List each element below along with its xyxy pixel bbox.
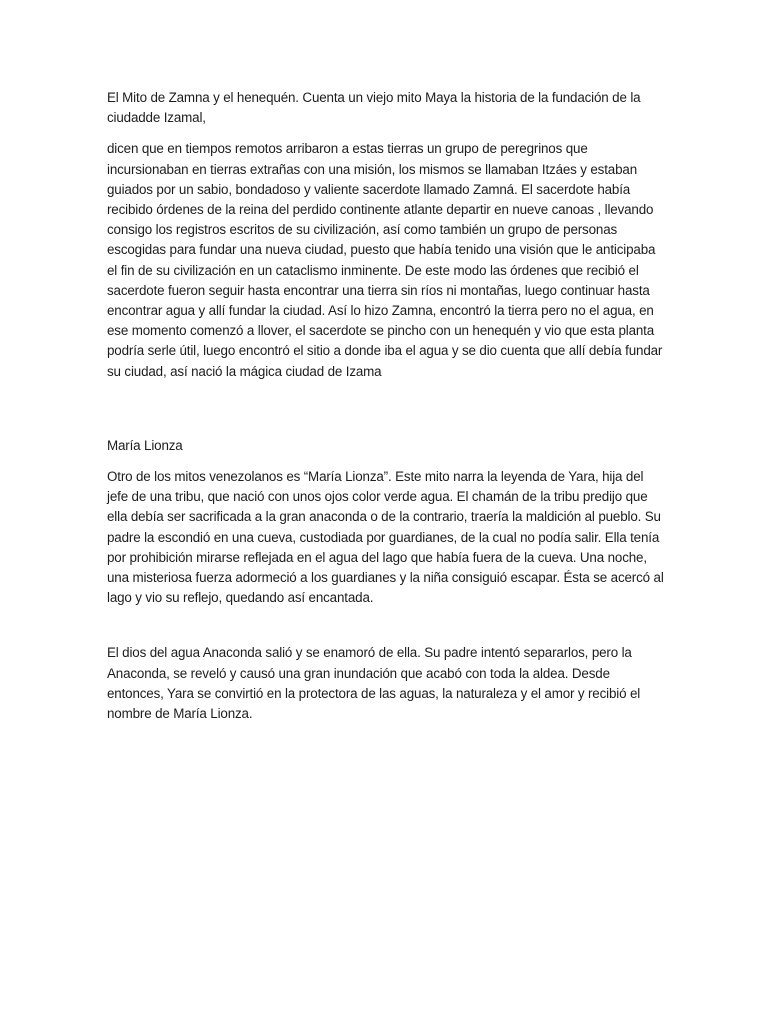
maria-lionza-paragraph-2: El dios del agua Anaconda salió y se enamoró de ella. Su padre intentó separarlos, pero la Anaconda, se reveló y causó una gran inundación que acabó con toda la aldea. Desde entonces, Yara se convirtió en la protectora de las aguas, la naturaleza y el amor y recibió el nombre de María Lionza. xyxy=(107,645,641,722)
maria-lionza-paragraph-1: Otro de los mitos venezolanos es “María Lionza”. Este mito narra la leyenda de Yara, hija del jefe de una tribu, que nació con unos ojos color verde agua. El chamán de la tribu predijo que ella debía ser sacrificada a la gran anaconda o de la contrario, traería la maldición al pueblo. Su padre la escondió en una cueva, custodiada por guardianes, de la cual no podía salir. Ella tenía por prohibición mirarse reflejada en el agua del lago que había fuera de la cueva. Una noche, una misteriosa fuerza adormeció a los guardianes y la niña consiguió escapar. Ésta se acercó al lago y vio su reflejo, quedando así encantada. xyxy=(107,469,664,606)
maria-lionza-heading: María Lionza xyxy=(107,437,183,453)
section-spacer xyxy=(107,382,664,436)
zamna-myth-body: dicen que en tiempos remotos arribaron a estas tierras un grupo de peregrinos que incursionaban en tierras extrañas con una misión, los mismos se llamaban Itzáes y estaban guiados por un sabio, bondadoso y valiente sacerdote llamado Zamná. El sacerdote había recibido órdenes de la reina del perdido continente atlante departir en nueve canoas , llevando consigo los registros escritos de su civilización, así como también un grupo de personas escogidas para fundar una nueva ciudad, puesto que había tenido una visión que le anticipaba el fin de su civilización en un cataclismo inminente. De este modo las órdenes que recibió el sacerdote fueron seguir hasta encontrar una tierra sin ríos ni montañas, luego continuar hasta encontrar agua y allí fundar la ciudad. Así lo hizo Zamna, encontró la tierra pero no el agua, en ese momento comenzó a llover, el sacerdote se pincho con un henequén y vio que esta planta podría serle útil, luego encontró el sitio a donde iba el agua y se dio cuenta que allí debía fundar su ciudad, así nació la mágica ciudad de Izama xyxy=(107,141,663,379)
zamna-myth-title: El Mito de Zamna y el henequén. Cuenta un viejo mito Maya la historia de la fundación de la ciudadde Izamal, xyxy=(107,90,641,126)
paragraph-spacer xyxy=(107,608,664,643)
